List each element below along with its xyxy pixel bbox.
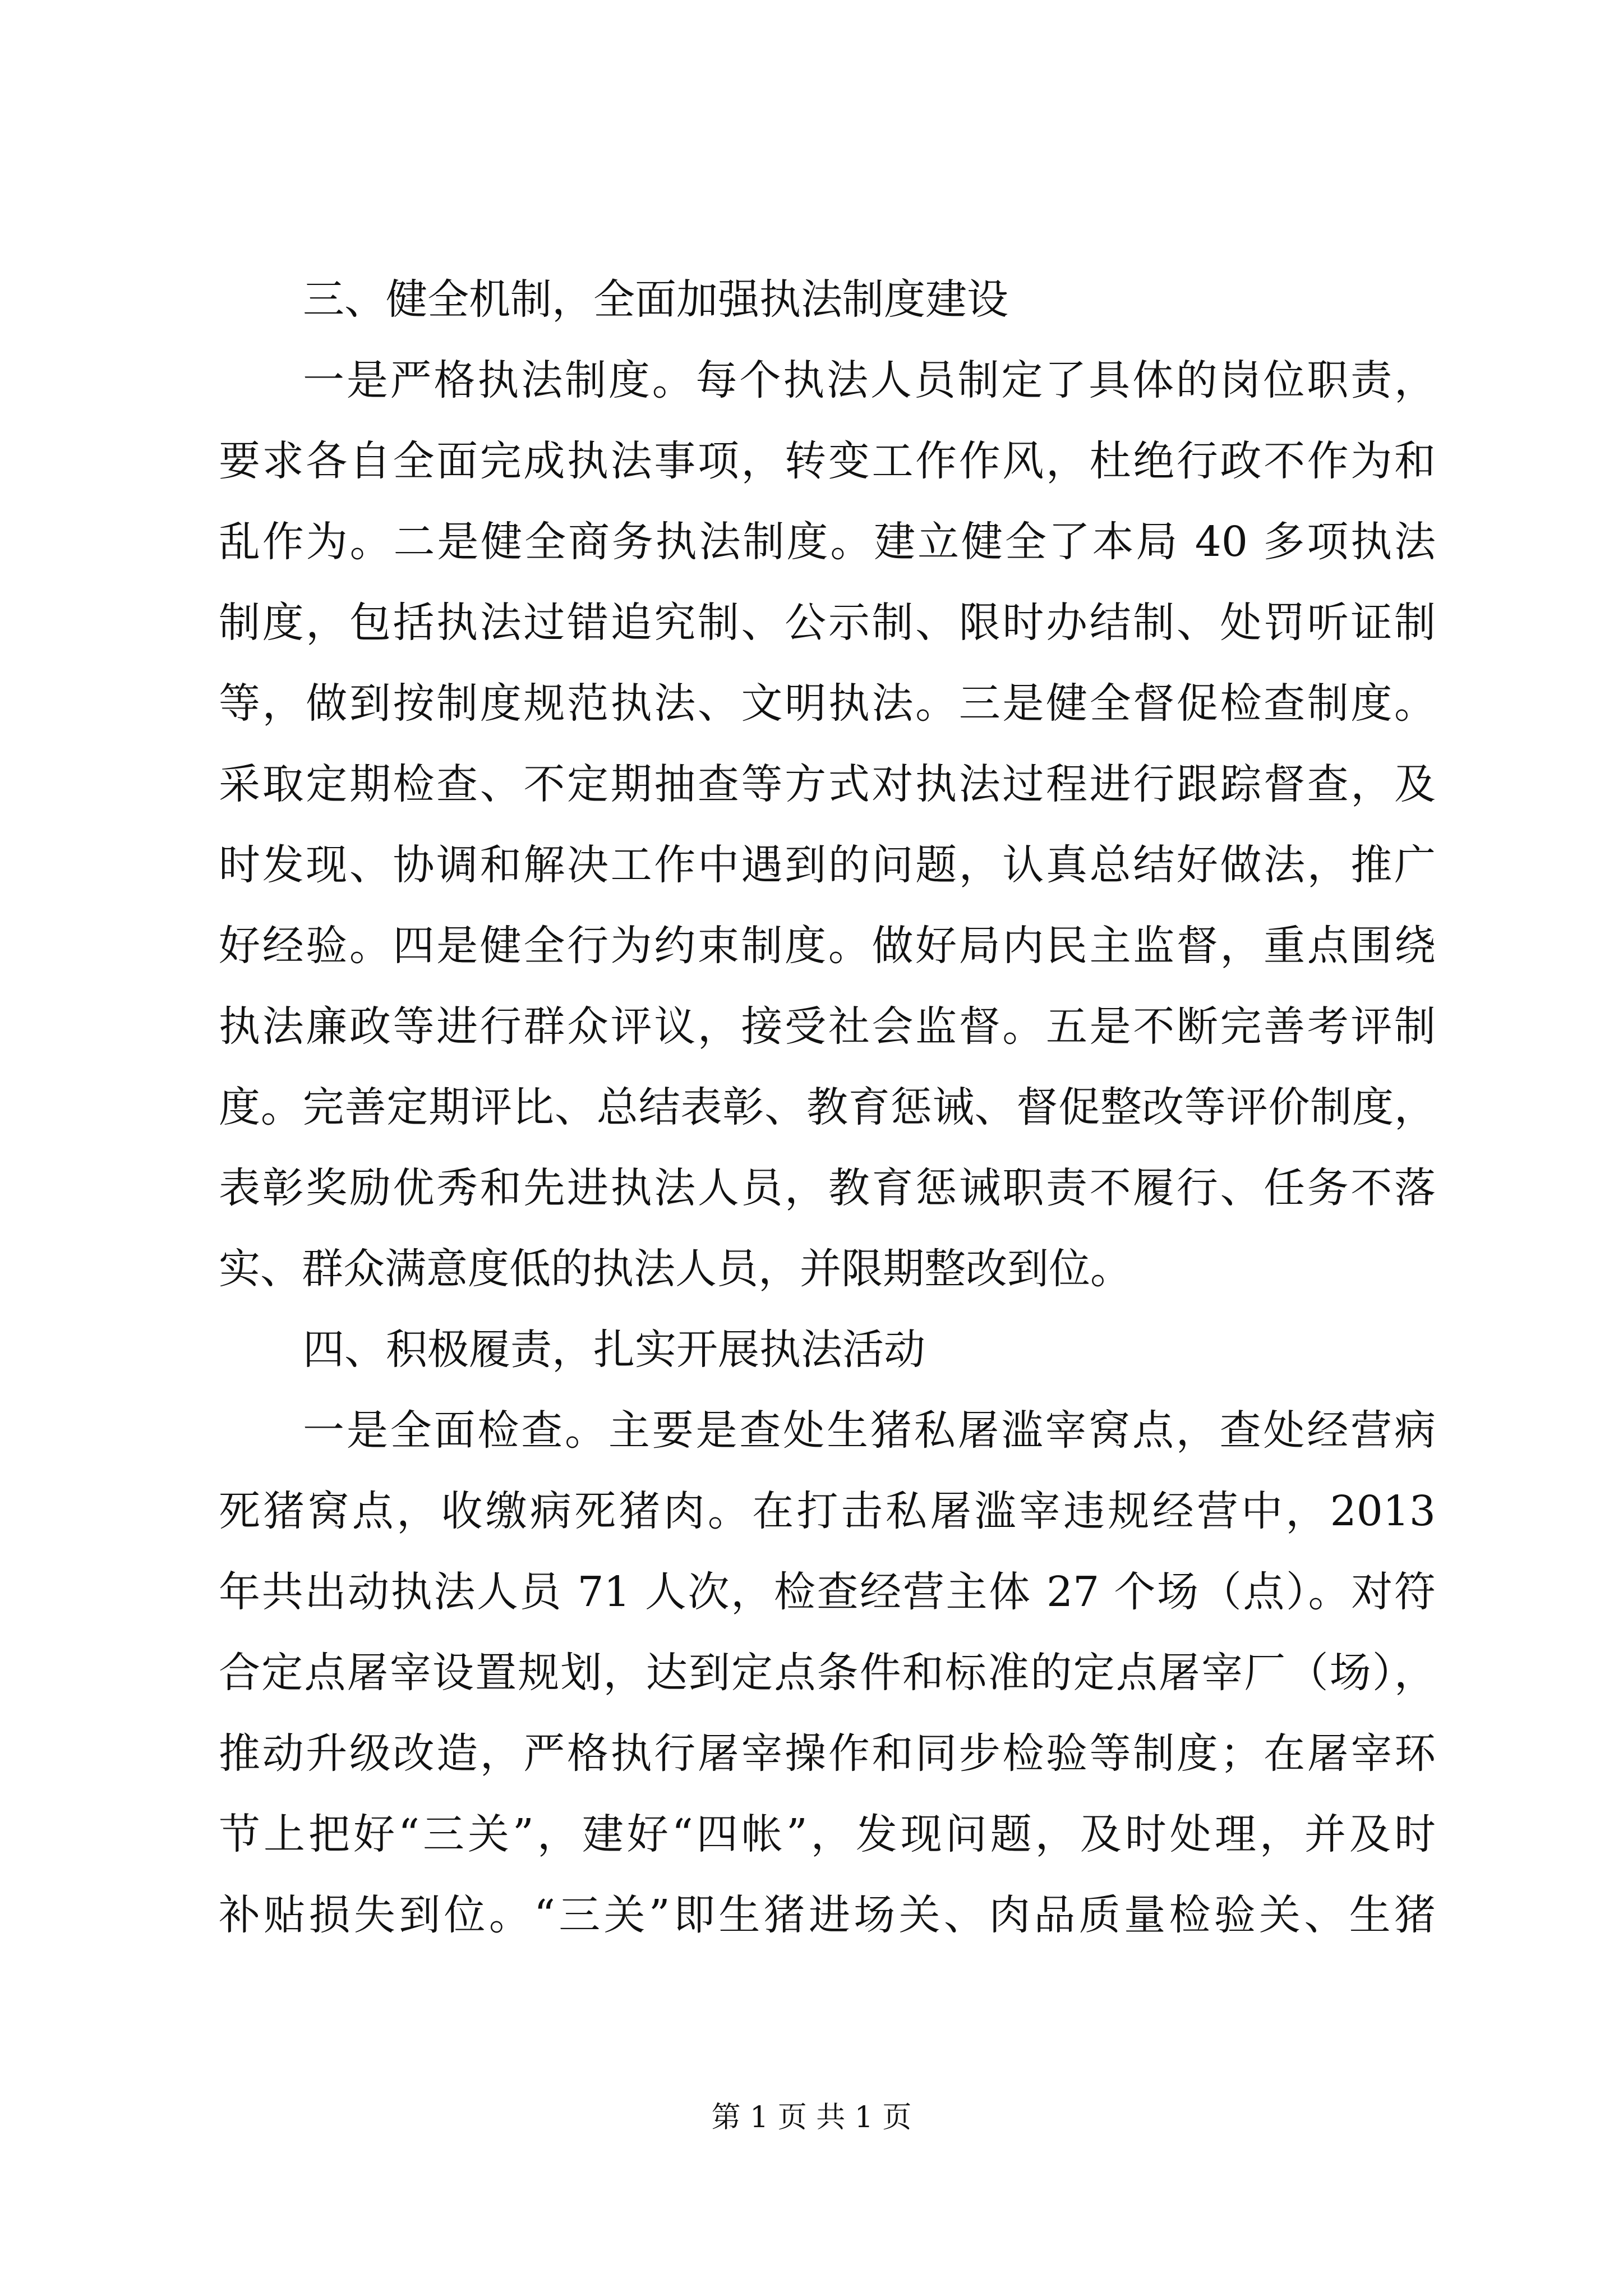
paragraph-line: 要求各自全面完成执法事项，转变工作作风，杜绝行政不作为和 xyxy=(219,437,1436,485)
paragraph-line: 采取定期检查、不定期抽查等方式对执法过程进行跟踪督查，及 xyxy=(219,760,1436,808)
paragraph-line: 表彰奖励优秀和先进执法人员，教育惩诫职责不履行、任务不落 xyxy=(219,1164,1436,1212)
page-footer xyxy=(0,2098,1623,2137)
paragraph-line: 节上把好“三关”，建好“四帐”，发现问题，及时处理，并及时 xyxy=(219,1810,1436,1858)
paragraph-line: 年共出动执法人员 71 人次，检查经营主体 27 个场（点）。对符 xyxy=(219,1568,1436,1616)
paragraph-line: 一是全面检查。主要是查处生猪私屠滥宰窝点，查处经营病 xyxy=(303,1406,1436,1455)
paragraph-line: 好经验。四是健全行为约束制度。做好局内民主监督，重点围绕 xyxy=(219,922,1436,970)
paragraph-line: 补贴损失到位。“三关”即生猪进场关、肉品质量检验关、生猪 xyxy=(219,1891,1436,1939)
paragraph-line: 制度，包括执法过错追究制、公示制、限时办结制、处罚听证制 xyxy=(219,599,1436,647)
paragraph-line: 度。完善定期评比、总结表彰、教育惩诫、督促整改等评价制度， xyxy=(219,1083,1436,1131)
paragraph-line: 等，做到按制度规范执法、文明执法。三是健全督促检查制度。 xyxy=(219,679,1436,728)
paragraph-line: 合定点屠宰设置规划，达到定点条件和标准的定点屠宰厂（场）， xyxy=(219,1649,1436,1697)
document-body xyxy=(219,259,1436,1955)
section-heading-4: 四、积极履责，扎实开展执法活动 xyxy=(303,1326,925,1374)
paragraph-line: 实、群众满意度低的执法人员，并限期整改到位。 xyxy=(219,1245,1132,1293)
section-heading-3: 三、健全机制，全面加强执法制度建设 xyxy=(303,275,1008,324)
paragraph-line: 一是严格执法制度。每个执法人员制定了具体的岗位职责， xyxy=(303,356,1436,404)
paragraph-line: 死猪窝点，收缴病死猪肉。在打击私屠滥宰违规经营中，2013 xyxy=(219,1487,1436,1535)
paragraph-line: 时发现、协调和解决工作中遇到的问题，认真总结好做法，推广 xyxy=(219,841,1436,889)
page-number: 第 1 页 共 1 页 xyxy=(711,2101,912,2134)
paragraph-line: 执法廉政等进行群众评议，接受社会监督。五是不断完善考评制 xyxy=(219,1002,1436,1051)
paragraph-line: 乱作为。二是健全商务执法制度。建立健全了本局 40 多项执法 xyxy=(219,518,1436,566)
paragraph-line: 推动升级改造，严格执行屠宰操作和同步检验等制度；在屠宰环 xyxy=(219,1729,1436,1778)
